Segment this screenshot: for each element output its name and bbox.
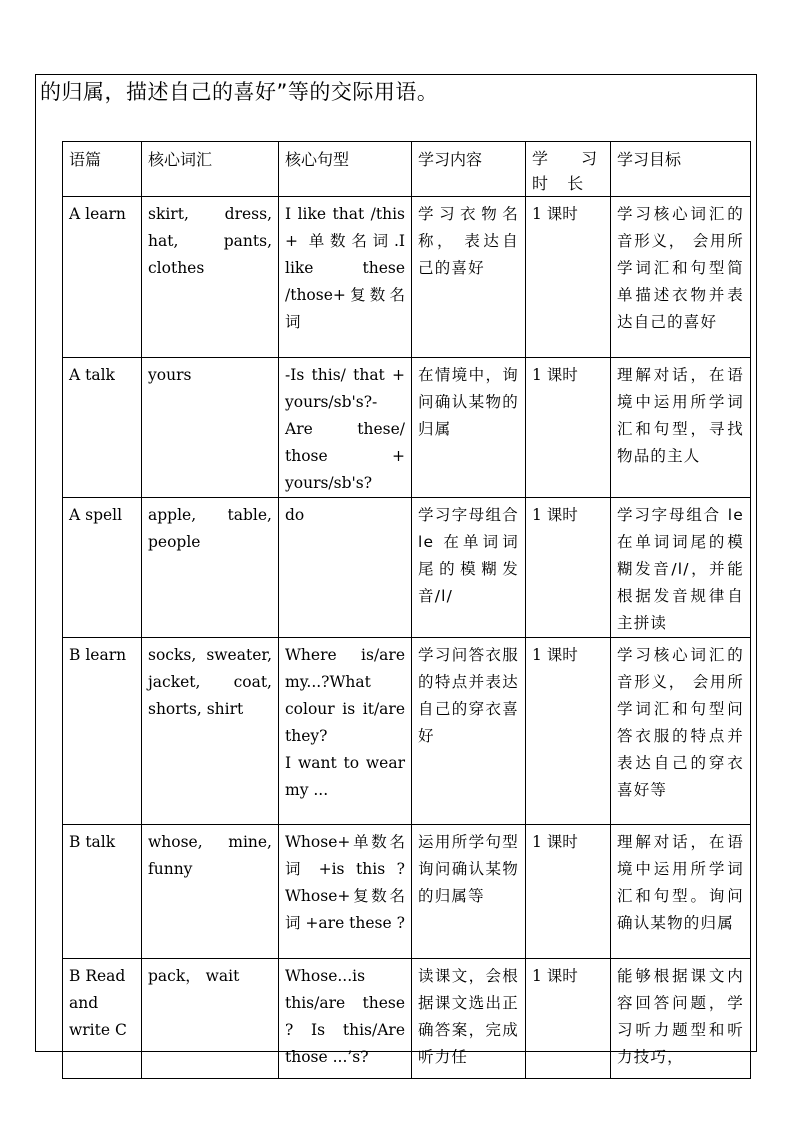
table-row <box>63 638 751 825</box>
table-row <box>63 197 751 358</box>
content-cell: 学习问答衣服的特点并表达自己的穿衣喜好 <box>412 638 526 825</box>
sentence-cell: Where is/are my...?What colour is it/are they? I want to wear my ... <box>279 638 412 825</box>
sentence-cell: Whose...is this/are these ? Is this/Are those ...’s? <box>279 959 412 1079</box>
table-row <box>63 959 751 1079</box>
header-content: 学习内容 <box>412 142 526 197</box>
duration-cell: 1 课时 <box>526 959 611 1079</box>
header-goal: 学习目标 <box>611 142 751 197</box>
vocab-cell: skirt, dress, hat, pants, clothes <box>142 197 279 358</box>
sentence-cell: -Is this/ that + yours/sb's?- Are these/ those + yours/sb's? <box>279 358 412 498</box>
vocab-cell: yours <box>142 358 279 498</box>
lesson-plan-table-wrapper <box>62 141 750 1066</box>
header-row <box>63 142 751 197</box>
table-row <box>63 498 751 638</box>
goal-cell: 能够根据课文内容回答问题，学习听力题型和听力技巧， <box>611 959 751 1079</box>
header-vocab: 核心词汇 <box>142 142 279 197</box>
goal-cell: 学习核心词汇的音形义， 会用所学词汇和句型简单描述衣物并表达自己的喜好 <box>611 197 751 358</box>
content-cell: 学习衣物名称， 表达自己的喜好 <box>412 197 526 358</box>
sentence-cell: Whose+单数名词 +is this ?Whose+复数名词 +are these ? <box>279 825 412 959</box>
vocab-cell: pack， wait <box>142 959 279 1079</box>
vocab-cell: whose, mine, funny <box>142 825 279 959</box>
intro-text: 的归属，描述自己的喜好”等的交际用语。 <box>40 80 439 104</box>
header-lesson: 语篇 <box>63 142 142 197</box>
vocab-cell: socks, sweater, jacket, coat, shorts, shirt <box>142 638 279 825</box>
lesson-cell: B Read and write C <box>63 959 142 1079</box>
duration-cell: 1 课时 <box>526 197 611 358</box>
content-cell: 学习字母组合 le 在单词词尾的模糊发音/l/ <box>412 498 526 638</box>
sentence-cell: I like that /this + 单数名词.I like these /those+复数名词 <box>279 197 412 358</box>
goal-cell: 学习核心词汇的音形义， 会用所学词汇和句型问答衣服的特点并表达自己的穿衣喜好等 <box>611 638 751 825</box>
duration-cell: 1 课时 <box>526 638 611 825</box>
duration-cell: 1 课时 <box>526 498 611 638</box>
vocab-cell: apple, table, people <box>142 498 279 638</box>
goal-cell: 理解对话，在语境中运用所学词汇和句型，寻找物品的主人 <box>611 358 751 498</box>
lesson-cell: B talk <box>63 825 142 959</box>
header-sentence: 核心句型 <box>279 142 412 197</box>
content-cell: 运用所学句型询问确认某物的归属等 <box>412 825 526 959</box>
lesson-cell: A spell <box>63 498 142 638</box>
duration-cell: 1 课时 <box>526 825 611 959</box>
lesson-cell: B learn <box>63 638 142 825</box>
lesson-cell: A talk <box>63 358 142 498</box>
sentence-cell: do <box>279 498 412 638</box>
goal-cell: 理解对话，在语境中运用所学词汇和句型。询问确认某物的归属 <box>611 825 751 959</box>
header-duration: 学 习 时 长 <box>526 142 611 197</box>
table-row <box>63 358 751 498</box>
lesson-cell: A learn <box>63 197 142 358</box>
content-cell: 读课文，会根据课文选出正确答案，完成听力任 <box>412 959 526 1079</box>
content-cell: 在情境中，询问确认某物的归属 <box>412 358 526 498</box>
goal-cell: 学习字母组合 le 在单词词尾的模糊发音/l/，并能根据发音规律自主拼读 <box>611 498 751 638</box>
table-row <box>63 825 751 959</box>
duration-cell: 1 课时 <box>526 358 611 498</box>
lesson-plan-table <box>62 141 751 1079</box>
